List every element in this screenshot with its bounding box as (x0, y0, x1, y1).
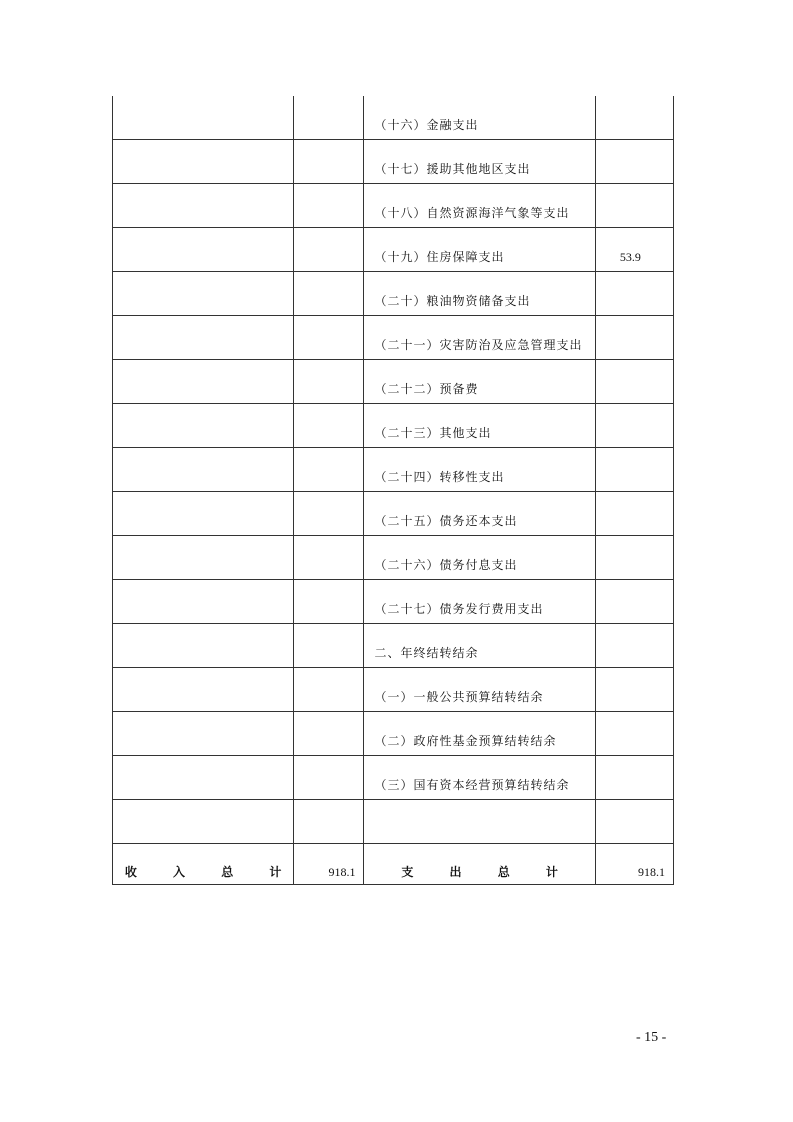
table-row (113, 316, 674, 360)
income-amount-cell (294, 140, 364, 184)
expense-item-cell: （二十一）灾害防治及应急管理支出 (364, 316, 595, 360)
budget-table (112, 96, 674, 885)
income-item-cell (113, 316, 294, 360)
income-item-cell (113, 756, 294, 800)
table-row (113, 404, 674, 448)
page-number: - 15 - (636, 1030, 667, 1045)
expense-amount-cell (595, 316, 673, 360)
income-item-cell (113, 580, 294, 624)
expense-total-amount: 918.1 (595, 844, 673, 885)
income-amount-cell (294, 624, 364, 668)
expense-item-cell: （十八）自然资源海洋气象等支出 (364, 184, 595, 228)
expense-amount-cell (595, 492, 673, 536)
expense-amount-cell (595, 96, 673, 140)
expense-item-cell: （十六）金融支出 (364, 96, 595, 140)
expense-amount-cell: 53.9 (595, 228, 673, 272)
income-amount-cell (294, 712, 364, 756)
income-amount-cell (294, 316, 364, 360)
table-row (113, 272, 674, 316)
table-row (113, 492, 674, 536)
table-row (113, 448, 674, 492)
table-row (113, 580, 674, 624)
expense-item-cell: （二十六）债务付息支出 (364, 536, 595, 580)
income-amount-cell (294, 448, 364, 492)
table-row (113, 96, 674, 140)
income-amount-cell (294, 800, 364, 844)
expense-amount-cell (595, 756, 673, 800)
table-body (113, 96, 674, 885)
expense-item-cell: （十九）住房保障支出 (364, 228, 595, 272)
table-row (113, 668, 674, 712)
income-amount-cell (294, 580, 364, 624)
income-item-cell (113, 360, 294, 404)
table-row (113, 228, 674, 272)
expense-amount-cell (595, 668, 673, 712)
income-amount-cell (294, 228, 364, 272)
expense-item-cell: （二十四）转移性支出 (364, 448, 595, 492)
income-total-label: 收 入 总 计 (113, 844, 294, 885)
expense-item-cell: （一）一般公共预算结转结余 (364, 668, 595, 712)
income-amount-cell (294, 404, 364, 448)
income-item-cell (113, 800, 294, 844)
income-amount-cell (294, 272, 364, 316)
table-row (113, 712, 674, 756)
table-row (113, 360, 674, 404)
expense-item-cell: （三）国有资本经营预算结转结余 (364, 756, 595, 800)
income-item-cell (113, 272, 294, 316)
income-item-cell (113, 492, 294, 536)
expense-item-cell: 二、年终结转结余 (364, 624, 595, 668)
income-item-cell (113, 624, 294, 668)
expense-amount-cell (595, 404, 673, 448)
income-item-cell (113, 140, 294, 184)
expense-item-cell: （十七）援助其他地区支出 (364, 140, 595, 184)
expense-amount-cell (595, 712, 673, 756)
income-amount-cell (294, 96, 364, 140)
table-row (113, 140, 674, 184)
expense-amount-cell (595, 800, 673, 844)
expense-item-cell: （二）政府性基金预算结转结余 (364, 712, 595, 756)
table-row (113, 756, 674, 800)
expense-amount-cell (595, 360, 673, 404)
expense-amount-cell (595, 272, 673, 316)
expense-amount-cell (595, 536, 673, 580)
income-item-cell (113, 96, 294, 140)
table-row (113, 800, 674, 844)
income-amount-cell (294, 668, 364, 712)
expense-item-cell (364, 800, 595, 844)
table-row (113, 624, 674, 668)
income-amount-cell (294, 184, 364, 228)
table-row (113, 536, 674, 580)
totals-row (113, 844, 674, 885)
income-amount-cell (294, 360, 364, 404)
income-item-cell (113, 448, 294, 492)
income-item-cell (113, 536, 294, 580)
expense-item-cell: （二十七）债务发行费用支出 (364, 580, 595, 624)
expense-amount-cell (595, 184, 673, 228)
income-total-amount: 918.1 (294, 844, 364, 885)
expense-amount-cell (595, 448, 673, 492)
income-amount-cell (294, 492, 364, 536)
table-row (113, 184, 674, 228)
expense-amount-cell (595, 624, 673, 668)
income-amount-cell (294, 756, 364, 800)
expense-total-label: 支 出 总 计 (364, 844, 595, 885)
income-item-cell (113, 228, 294, 272)
income-item-cell (113, 184, 294, 228)
expense-item-cell: （二十二）预备费 (364, 360, 595, 404)
expense-item-cell: （二十三）其他支出 (364, 404, 595, 448)
income-item-cell (113, 668, 294, 712)
expense-item-cell: （二十）粮油物资储备支出 (364, 272, 595, 316)
income-item-cell (113, 712, 294, 756)
expense-amount-cell (595, 580, 673, 624)
income-amount-cell (294, 536, 364, 580)
expense-item-cell: （二十五）债务还本支出 (364, 492, 595, 536)
expense-amount-cell (595, 140, 673, 184)
income-item-cell (113, 404, 294, 448)
